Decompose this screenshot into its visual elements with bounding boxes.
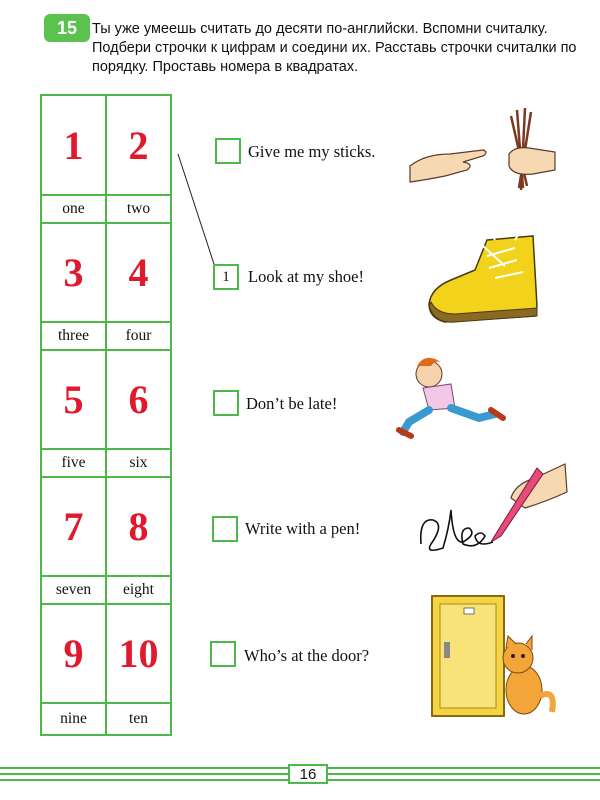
exercise-instructions: Ты уже умеешь считать до десяти по-английски. Вспомни считалку. Подбери строчки к цифрам и соедини их. Расставь строчки считалки по порядку. Проставь номера в квадратах.	[92, 21, 577, 75]
number-digit: 10	[118, 631, 159, 676]
rhyme-line: Give me my sticks.	[248, 142, 376, 161]
number-word: three	[58, 327, 89, 344]
number-digit: 9	[63, 631, 84, 676]
number-word: two	[126, 200, 151, 217]
number-digit: 2	[128, 122, 149, 168]
number-word: seven	[55, 581, 92, 598]
exercise-number-badge: 15	[44, 14, 90, 42]
order-box[interactable]	[212, 516, 238, 542]
number-digit: 5	[63, 377, 84, 422]
rhyme-line: Write with a pen!	[245, 519, 361, 538]
number-word: six	[129, 454, 148, 471]
number-digit: 1	[63, 122, 84, 168]
connecting-line	[172, 150, 222, 270]
number-digit: 8	[128, 504, 149, 549]
number-word: ten	[129, 710, 148, 727]
number-word: four	[125, 327, 152, 344]
order-box[interactable]	[210, 641, 236, 667]
hand-sticks-icon	[405, 104, 565, 196]
number-word: nine	[60, 710, 87, 727]
rhyme-line: Don’t be late!	[246, 394, 338, 413]
number-digit: 4	[128, 250, 149, 295]
door-cat-icon	[428, 592, 568, 722]
order-box[interactable]	[215, 138, 241, 164]
order-box[interactable]: 1	[213, 264, 239, 290]
number-digit: 6	[128, 377, 149, 422]
pen-writing-icon	[415, 458, 575, 560]
order-box[interactable]	[213, 390, 239, 416]
shoe-icon	[425, 226, 555, 330]
rhyme-line: Look at my shoe!	[248, 267, 364, 286]
number-digit: 7	[63, 504, 84, 549]
number-word: one	[62, 200, 85, 217]
numbers-grid	[40, 94, 172, 736]
rhyme-line: Who’s at the door?	[244, 646, 370, 665]
number-digit: 3	[63, 250, 84, 295]
number-word: five	[61, 454, 86, 471]
running-boy-icon	[395, 352, 515, 444]
page-number: 16	[288, 764, 328, 784]
number-word: eight	[123, 581, 154, 598]
